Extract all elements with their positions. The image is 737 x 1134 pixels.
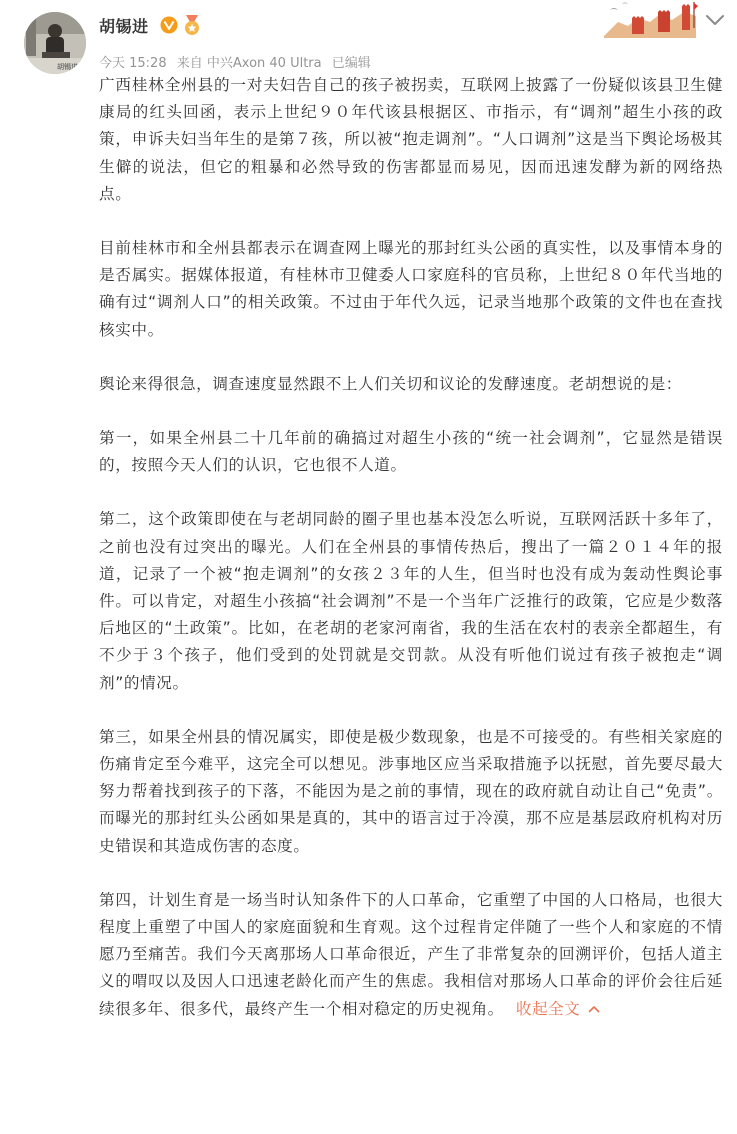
edited-label[interactable]: 已编辑 xyxy=(331,56,371,71)
verified-badge-icon xyxy=(160,16,178,34)
chevron-down-icon[interactable] xyxy=(704,12,726,28)
paragraph: 舆论来得很急，调查速度显然跟不上人们关切和议论的发酵速度。老胡想说的是： xyxy=(99,374,682,393)
paragraph: 第二，这个政策即使在与老胡同龄的圈子里也基本没怎么听说，互联网活跃十多年了，之前也没有过突出的曝光。人们在全州县的事情传热后，搜出了一篇２０１４年的报道，记录了一个被“抱走调剂”的女孩２３年的人生，但当时也没有成为轰动性舆论事件。可以肯定，对超生小孩搞“社会调剂”不是一个当年广泛推行的政策，它应是少数落后地区的“土政策”。比如，在老胡的老家河南省，我的生活在农村的表亲全都超生，有不少于３个孩子，他们受到的处罚就是交罚款。从没有听他们说过有孩子被抱走“调剂”的情况。 xyxy=(99,510,723,692)
collapse-label[interactable]: 收起全文 xyxy=(515,999,581,1018)
post-meta xyxy=(99,52,377,71)
paragraph: 第一，如果全州县二十几年前的确搞过对超生小孩的“统一社会调剂”，它显然是错误的，按照今天人们的认识，它也很不人道。 xyxy=(99,429,723,475)
author-name[interactable]: 胡锡进 xyxy=(99,17,149,36)
paragraph: 目前桂林市和全州县都表示在调查网上曝光的那封红头公函的真实性，以及事情本身的是否属实。据媒体报道，有桂林市卫健委人口家庭科的官员称，上世纪８０年代当地的确有过“调剂人口”的相关政策。不过由于年代久远，记录当地那个政策的文件也在查找核实中。 xyxy=(99,239,723,339)
great-wall-flag-decoration xyxy=(598,0,698,38)
paragraph: 广西桂林全州县的一对夫妇告自己的孩子被拐卖，互联网上披露了一份疑似该县卫生健康局的红头回函，表示上世纪９０年代该县根据区、市指示，有“调剂”超生小孩的政策，申诉夫妇当年生的是第７孩，所以被“抱走调剂”。“人口调剂”这是当下舆论场极其生僻的说法，但它的粗暴和必然导致的伤害都显而易见，因而迅速发酵为新的网络热点。 xyxy=(99,76,723,203)
collapse-link[interactable] xyxy=(516,1000,600,1018)
paragraph-text: 第四，计划生育是一场当时认知条件下的人口革命，它重塑了中国的人口格局，也很大程度上重塑了中国人的家庭面貌和生育观。这个过程肯定伴随了一些个人和家庭的不情愿乃至痛苦。我们今天离那场人口革命很近，产生了非常复杂的回溯评价，包括人道主义的喟叹以及因人口迅速老龄化而产生的焦虑。我相信对那场人口革命的评价会往后延续很多年、很多代，最终产生一个相对稳定的历史视角。 xyxy=(99,890,723,1018)
avatar[interactable] xyxy=(24,12,86,74)
medal-icon[interactable] xyxy=(182,14,202,36)
paragraph: 第三，如果全州县的情况属实，即使是极少数现象，也是不可接受的。有些相关家庭的伤痛肯定至今难平，这完全可以想见。涉事地区应当采取措施予以抚慰，首先要尽最大努力帮着找到孩子的下落，不能因为是之前的事情，现在的政府就自动让自己“免责”。而曝光的那封红头公函如果是真的，其中的语言过于冷漠，那不应是基层政府机构对历史错误和其造成伤害的态度。 xyxy=(99,727,723,855)
paragraph-last xyxy=(99,887,723,1023)
post-source[interactable]: 来自 中兴Axon 40 Ultra xyxy=(176,56,322,71)
post-content xyxy=(99,72,723,1023)
post-time[interactable]: 今天 15:28 xyxy=(99,56,167,71)
avatar-signature: 胡锡进 xyxy=(57,63,78,71)
chevron-up-icon[interactable] xyxy=(588,1005,600,1013)
